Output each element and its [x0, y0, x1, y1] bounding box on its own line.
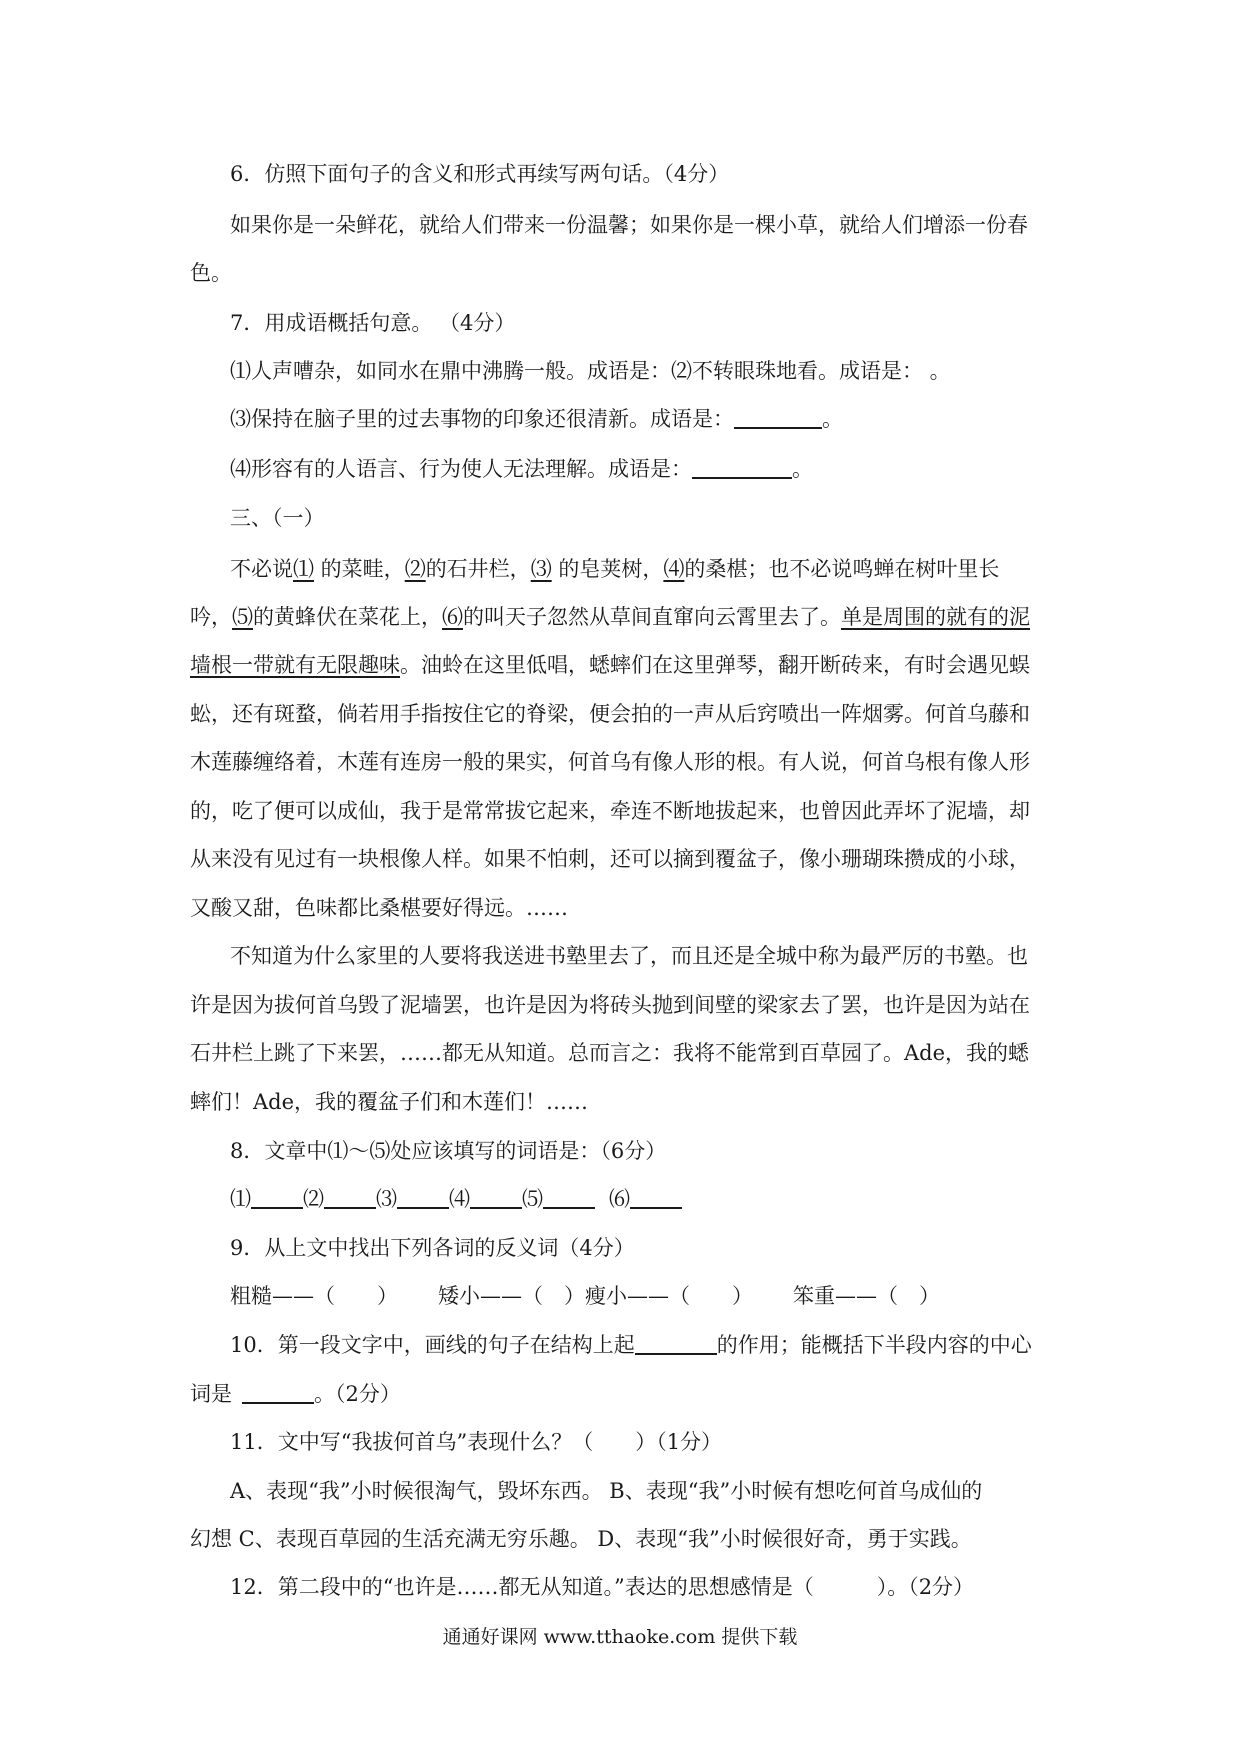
passage1-line-8: 又酸又甜，色味都比桑椹要好得远。…… [190, 896, 568, 920]
answer-blank[interactable] [251, 1187, 303, 1209]
answer-blank[interactable] [692, 457, 792, 479]
q11-options-1: A、表现“我”小时候很淘气，毁坏东西。 B、表现“我”小时候有想吃何首乌成仙的 [230, 1479, 983, 1503]
q10-line-1 [230, 1331, 1032, 1359]
q6-line-2: 色。 [190, 261, 232, 285]
answer-blank[interactable] [543, 1187, 595, 1209]
answer-blank[interactable] [242, 1382, 314, 1404]
text-span: 的黄蜂伏在菜花上， [253, 605, 442, 629]
text-span: 的叫天子忽然从草间直窜向云霄里去了。 [463, 605, 841, 629]
q10-text: 10．第一段文字中，画线的句子在结构上起 [230, 1333, 635, 1357]
text-span: 不必说 [230, 557, 293, 581]
q11-title: 11．文中写“我拔何首乌”表现什么？（ ）（1分） [230, 1430, 723, 1454]
q7-item-4 [230, 455, 813, 483]
blank-label: ⑸ [522, 1187, 543, 1211]
answer-blank[interactable] [397, 1187, 449, 1209]
q8-blanks [230, 1185, 682, 1213]
section-header: 三、（一） [230, 506, 325, 530]
blank-label: ⑴ [230, 1187, 251, 1211]
blank-marker: ⑸ [232, 605, 253, 629]
blank-marker: ⑴ [293, 557, 314, 581]
antonym-pair: 瘦小——（ ） [585, 1284, 753, 1308]
q9-title: 9．从上文中找出下列各词的反义词（4分） [230, 1236, 635, 1260]
passage2-line-2: 许是因为拔何首乌毁了泥墙罢，也许是因为将砖头抛到间壁的梁家去了罢，也许是因为站在 [190, 993, 1030, 1017]
q11-options-2: 幻想 C、表现百草园的生活充满无穷乐趣。 D、表现“我”小时候很好奇，勇于实践。 [190, 1527, 972, 1551]
q7-item-3-text: ⑶保持在脑子里的过去事物的印象还很清新。成语是： [230, 407, 734, 431]
text-span: 的皂荚树， [551, 557, 664, 581]
underlined-sentence: 墙根一带就有无限趣味 [190, 653, 400, 677]
q7-item-4-text: ⑷形容有的人语言、行为使人无法理解。成语是： [230, 457, 692, 481]
blank-marker: ⑶ [530, 557, 552, 581]
underlined-sentence: 单是周围的就有的泥 [841, 605, 1030, 629]
q7-title: 7．用成语概括句意。 （4分） [230, 311, 516, 335]
q7-item-3-end: 。 [822, 407, 843, 431]
q8-title: 8．文章中⑴～⑸处应该填写的词语是：（6分） [230, 1139, 667, 1163]
q10-text: 的作用；能概括下半段内容的中心 [716, 1333, 1032, 1357]
antonym-pair: 矮小——（ ） [438, 1284, 585, 1308]
passage1-line-3 [190, 651, 1030, 679]
blank-marker: ⑹ [442, 605, 463, 629]
blank-label: ⑵ [303, 1187, 324, 1211]
answer-blank[interactable] [635, 1333, 717, 1355]
antonym-pair: 笨重——（ ） [793, 1284, 940, 1308]
answer-blank[interactable] [734, 407, 822, 429]
page-footer: 通通好课网 www.tthaoke.com 提供下载 [442, 1626, 798, 1648]
q6-line-1: 如果你是一朵鲜花，就给人们带来一份温馨；如果你是一棵小草，就给人们增添一份春 [230, 213, 1028, 237]
passage2-line-3: 石井栏上跳了下来罢，……都无从知道。总而言之：我将不能常到百草园了。Ade，我的蟋 [190, 1041, 1030, 1065]
answer-blank[interactable] [470, 1187, 522, 1209]
text-span: 的桑椹；也不必说鸣蝉在树叶里长 [684, 557, 1000, 581]
q6-title: 6．仿照下面句子的含义和形式再续写两句话。（4分） [230, 162, 730, 186]
passage1-line-1 [230, 555, 999, 583]
blank-label: ⑷ [449, 1187, 470, 1211]
passage1-line-7: 从来没有见过有一块根像人样。如果不怕刺，还可以摘到覆盆子，像小珊瑚珠攒成的小球， [190, 847, 1030, 871]
blank-label: ⑶ [376, 1187, 397, 1211]
answer-blank[interactable] [630, 1187, 682, 1209]
q10-text: 词是 [190, 1382, 232, 1406]
antonym-pair: 粗糙——（ ） [230, 1284, 398, 1308]
q7-item-4-end: 。 [792, 457, 813, 481]
passage1-line-2 [190, 603, 1030, 631]
q10-text: 。（2分） [314, 1382, 401, 1406]
q7-item-3 [230, 405, 843, 433]
blank-label: ⑹ [609, 1187, 630, 1211]
q10-line-2 [190, 1380, 401, 1408]
q9-pairs [230, 1282, 940, 1310]
blank-marker: ⑵ [404, 557, 426, 581]
text-span: 的菜畦， [314, 557, 405, 581]
text-span: 。油蛉在这里低唱，蟋蟀们在这里弹琴，翻开断砖来，有时会遇见蜈 [400, 653, 1030, 677]
q7-item-1-2: ⑴人声嘈杂，如同水在鼎中沸腾一般。成语是：⑵不转眼珠地看。成语是： 。 [230, 359, 951, 383]
answer-blank[interactable] [324, 1187, 376, 1209]
q12-title: 12．第二段中的“也许是……都无从知道。”表达的思想感情是（ ）。（2分） [230, 1575, 975, 1599]
passage2-line-4: 蟀们！Ade，我的覆盆子们和木莲们！…… [190, 1090, 589, 1114]
text-span: 吟， [190, 605, 232, 629]
text-span: 的石井栏， [425, 557, 531, 581]
passage1-line-6: 的，吃了便可以成仙，我于是常常拔它起来，牵连不断地拔起来，也曾因此弄坏了泥墙，却 [190, 799, 1030, 823]
blank-marker: ⑷ [663, 557, 685, 581]
passage1-line-5: 木莲藤缠络着，木莲有连房一般的果实，何首乌有像人形的根。有人说，何首乌根有像人形 [190, 750, 1030, 774]
passage1-line-4: 蚣，还有斑蝥，倘若用手指按住它的脊梁，便会拍的一声从后窍喷出一阵烟雾。何首乌藤和 [190, 702, 1030, 726]
passage2-line-1: 不知道为什么家里的人要将我送进书塾里去了，而且还是全城中称为最严厉的书塾。也 [230, 944, 1028, 968]
